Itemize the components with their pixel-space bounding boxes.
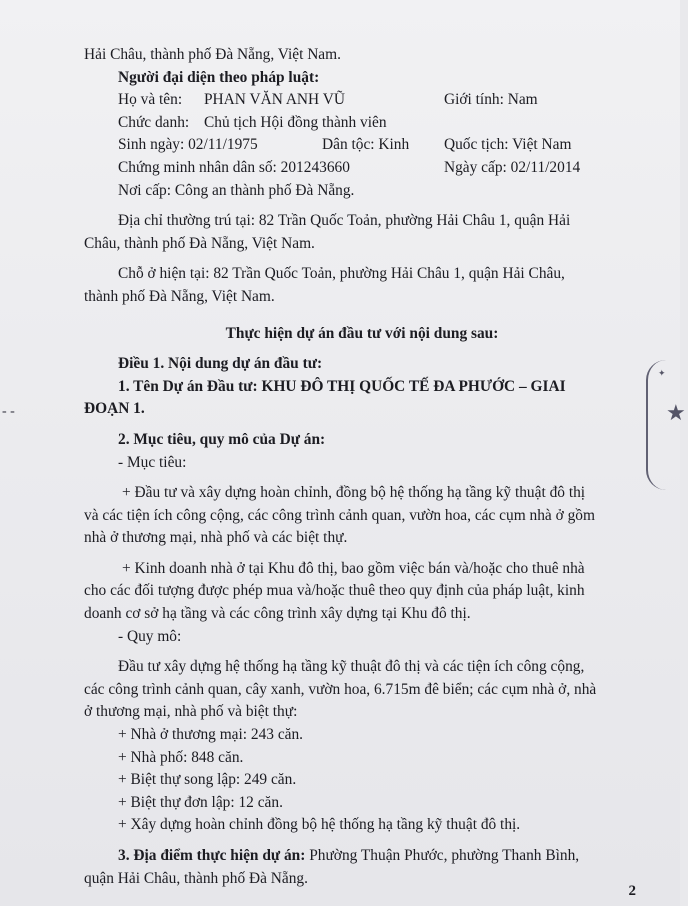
id-number: Chứng minh nhân dân số: 201243660 — [118, 158, 350, 176]
dob-row — [84, 134, 640, 157]
title-label: Chức danh: — [118, 113, 190, 131]
seal-stamp-edge: ✦ ★ — [646, 360, 688, 490]
title-row — [84, 112, 640, 135]
scale-text-cont: ở thương mại, nhà phố và biệt thự: — [84, 703, 298, 721]
document-body — [84, 44, 640, 890]
goal-1-cont: và các tiện ích công cộng, các công trình cảnh quan, vườn hoa, các cụm nhà ở gồm — [84, 506, 595, 524]
ethnic: Dân tộc: Kinh — [322, 136, 410, 154]
list-item: + Nhà ở thương mại: 243 căn. — [118, 726, 304, 744]
name-label: Họ và tên: — [118, 91, 183, 109]
page-number: 2 — [628, 883, 636, 899]
star-icon: ★ — [666, 400, 686, 425]
scale-label: - Quy mô: — [118, 627, 182, 645]
project-name-cont: ĐOẠN 1. — [84, 400, 145, 418]
location-heading: 3. Địa điểm thực hiện dự án: — [118, 847, 306, 864]
perm-address: Địa chỉ thường trú tại: 82 Trần Quốc Toản, phường Hải Châu 1, quận Hải — [118, 212, 571, 230]
list-item: + Biệt thự đơn lập: 12 căn. — [118, 793, 283, 811]
goal-2: + Kinh doanh nhà ở tại Khu đô thị, bao gồm việc bán và/hoặc cho thuê nhà — [122, 559, 585, 577]
id-row — [84, 157, 640, 180]
goal-2-cont: doanh cơ sở hạ tầng và các công trình xây dựng tại Khu đô thị. — [84, 605, 471, 623]
location-line — [84, 845, 640, 868]
scale-text: Đầu tư xây dựng hệ thống hạ tầng kỹ thuật đô thị và các tiện ích công cộng, — [118, 658, 585, 676]
rep-heading: Người đại diện theo pháp luật: — [118, 68, 320, 86]
goal-label: - Mục tiêu: — [118, 453, 187, 471]
nationality: Quốc tịch: Việt Nam — [444, 136, 572, 154]
goal-2-cont: cho các đối tượng được phép mua và/hoặc thuê theo quy định của pháp luật, kinh — [84, 582, 585, 600]
dob: Sinh ngày: 02/11/1975 — [118, 136, 258, 154]
margin-mark: - - — [2, 404, 15, 419]
article-1-heading: Điều 1. Nội dung dự án đầu tư: — [118, 355, 323, 373]
curr-address: Chỗ ở hiện tại: 82 Trần Quốc Toản, phường Hải Châu 1, quận Hải Châu, — [118, 265, 565, 283]
project-name: 1. Tên Dự án Đầu tư: KHU ĐÔ THỊ QUỐC TẾ ĐA PHƯỚC – GIAI — [118, 377, 566, 395]
curr-address-cont: thành phố Đà Nẵng, Việt Nam. — [84, 287, 275, 305]
title-value: Chủ tịch Hội đồng thành viên — [204, 113, 387, 131]
name-value: PHAN VĂN ANH VŨ — [204, 91, 345, 109]
perm-address-cont: Châu, thành phố Đà Nẵng, Việt Nam. — [84, 234, 315, 252]
goal-1-cont: nhà ở thương mại, nhà phố và các biệt thự. — [84, 529, 348, 547]
goal-1: + Đầu tư và xây dựng hoàn chỉnh, đồng bộ hệ thống hạ tầng kỹ thuật đô thị — [122, 484, 586, 502]
list-item: + Nhà phố: 848 căn. — [118, 748, 244, 766]
intro-heading: Thực hiện dự án đầu tư với nội dung sau: — [225, 324, 499, 342]
gender: Giới tính: Nam — [444, 91, 538, 109]
list-item: + Xây dựng hoàn chỉnh đồng bộ hệ thống hạ tầng kỹ thuật đô thị. — [118, 816, 521, 834]
issue-date: Ngày cấp: 02/11/2014 — [444, 158, 581, 176]
location-value: Phường Thuận Phước, phường Thanh Bình, — [305, 847, 580, 864]
scale-text-cont: các công trình cảnh quan, cây xanh, vườn hoa, 6.715m đê biển; các cụm nhà ở, nhà — [84, 680, 597, 698]
issue-place: Nơi cấp: Công an thành phố Đà Nẵng. — [118, 181, 355, 199]
name-row — [84, 89, 640, 112]
text-line: Hải Châu, thành phố Đà Nẵng, Việt Nam. — [84, 46, 341, 63]
location-cont: quận Hải Châu, thành phố Đà Nẵng. — [84, 869, 308, 887]
list-item: + Biệt thự song lập: 249 căn. — [118, 771, 297, 789]
goals-heading: 2. Mục tiêu, quy mô của Dự án: — [118, 430, 326, 448]
